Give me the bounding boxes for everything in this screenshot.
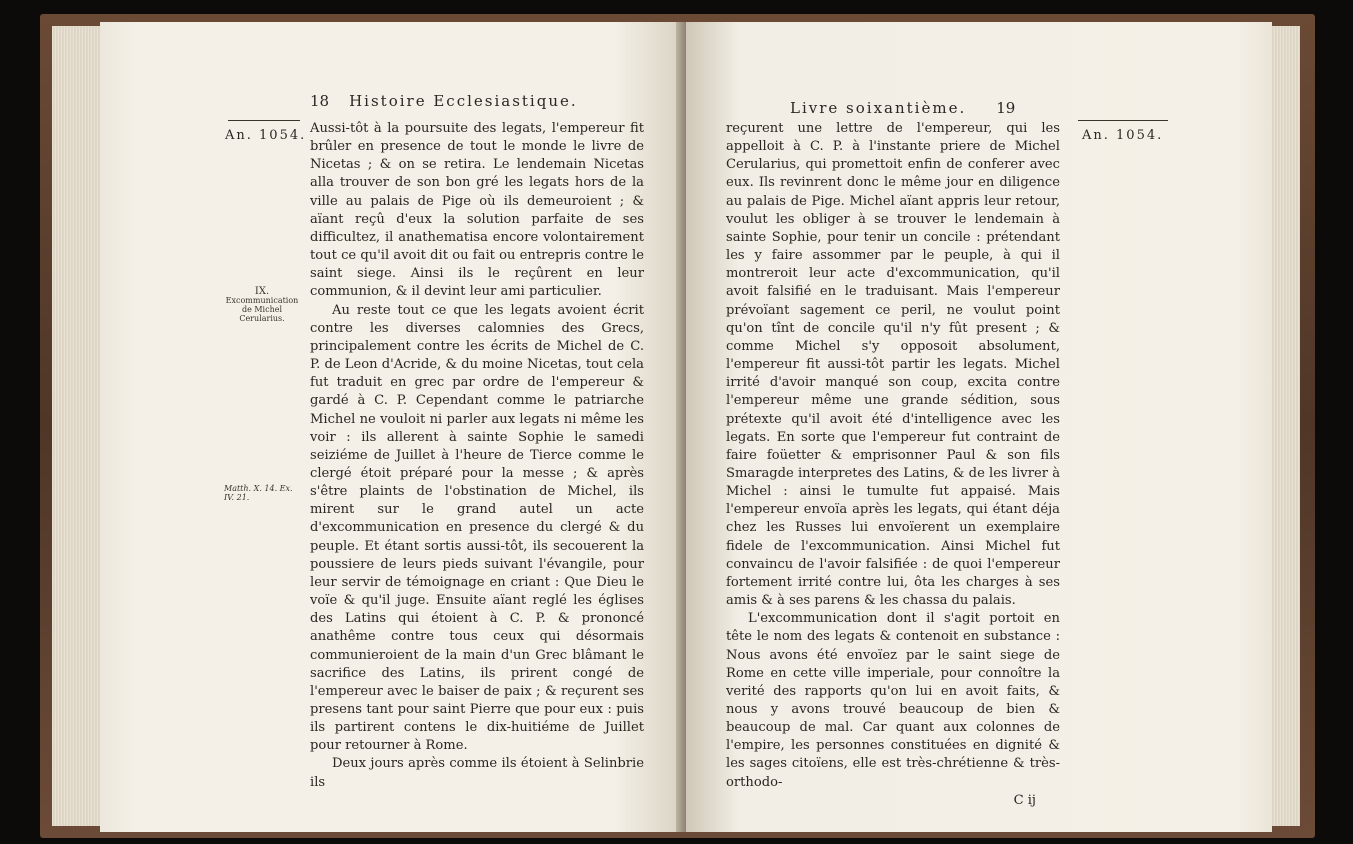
left-page-text	[310, 120, 644, 792]
paragraph: L'excommunication dont il s'agit portoit en tête le nom des legats & contenoit en substance : Nous avons été envoïez par le saint siege de Rome en cette ville imperiale, pour connoître la verité des rapports qu'on lui en avoit faits, & nous y avons trouvé beaucoup de bien & beaucoup de mal. Car quant aux colonnes de l'empire, les personnes constituées en dignité & les sages citoïens, elle est très-chrétienne & très-orthodo-	[726, 611, 1060, 790]
margin-rule-left	[228, 120, 300, 121]
right-page	[686, 22, 1272, 832]
right-page-text	[726, 120, 1060, 810]
section-note	[224, 287, 300, 323]
paragraph: Deux jours après comme ils étoient à Selinbrie ils	[310, 756, 644, 790]
left-year-note: An. 1054.	[225, 128, 307, 143]
section-numeral: IX.	[254, 286, 270, 297]
paragraph: Au reste tout ce que les legats avoient écrit contre les diverses calomnies des Grecs, principalement contre les écrits de Michel de C. P. de Leon d'Acride, & du moine Nicetas, tout cela fut traduit en grec par ordre de l'empereur & gardé à C. P. Cependant comme le patriarche Michel ne vouloit ni parler aux legats ni même les voir : ils allerent à sainte Sophie le samedi seiziéme de Juillet à l'heure de Tierce comme le clergé étoit préparé pour la messe ; & après s'être plaints de l'obstination de Michel, ils mirent sur le grand autel un acte d'excommunication en presence du clergé & du peuple. Et étant sortis aussi-tôt, ils secouerent la poussiere de leurs pieds suivant l'évangile, pour leur servir de témoignage en criant : Que Dieu le voïe & qu'il juge. Ensuite aïant reglé les églises des Latins qui étoient à C. P. & prononcé anathême contre tous ceux qui désormais communieroient de la main d'un Grec blâmant le sacrifice des Latins, ils prirent congé de l'empereur avec le baiser de paix ; & reçurent ses presens tant pour saint Pierre que pour eux : puis ils partirent contens le dix-huitiéme de Juillet pour retourner à Rome.	[310, 302, 644, 754]
left-page-number: 18	[310, 92, 330, 110]
left-running-head	[310, 92, 578, 110]
right-running-title: Livre soixantième.	[790, 99, 967, 117]
left-page	[100, 22, 684, 832]
right-running-head	[790, 99, 1015, 117]
right-year-note: An. 1054.	[1082, 128, 1164, 143]
paragraph: reçurent une lettre de l'empereur, qui les appelloit à C. P. à l'instante priere de Michel Cerularius, qui promettoit enfin de conferer avec eux. Ils revinrent donc le même jour en diligence au palais de Pige. Michel aïant appris leur retour, voulut les obliger à se trouver le lendemain à sainte Sophie, pour tenir un concile : prétendant les y faire assommer par le peuple, à qui il montreroit leur acte d'excommunication, qu'il avoit falsifié en le traduisant. Mais l'empereur prévoïant sagement ce peril, ne voulut point qu'on tînt de concile qu'il n'y fût present ; & comme Michel s'y opposoit absolument, l'empereur fit aussi-tôt partir les legats. Michel irrité d'avoir manqué son coup, excita contre l'empereur même une grande sédition, sous prétexte qu'il avoit été d'intelligence avec les legats. En sorte que l'empereur fut contraint de faire foüetter & emprisonner Paul & son fils Smaragde interpretes des Latins, & de les livrer à Michel : ainsi le tumulte fut appaisé. Mais l'empereur envoïa après les legats, qui étant déja chez les Russes lui envoïerent un exemplaire fidele de l'excommunication. Ainsi Michel fut convaincu de l'avoir falsifiée : de quoi l'empereur fortement irrité contre lui, ôta les charges à ses amis & à ses parens & les chassa du palais.	[726, 121, 1060, 609]
margin-rule-right	[1078, 120, 1168, 121]
section-title: Excommunication de Michel Cerularius.	[225, 296, 299, 323]
left-running-title: Histoire Ecclesiastique.	[349, 92, 578, 110]
paragraph: Aussi-tôt à la poursuite des legats, l'empereur fit brûler en presence de tout le monde le livre de Nicetas ; & on se retira. Le lendemain Nicetas alla trouver de son bon gré les legats hors de la ville au palais de Pige où ils demeuroient ; & aïant reçû d'eux la solution parfaite de ses difficultez, il anathematisa encore volontairement tout ce qu'il avoit dit ou fait ou entrepris contre le saint siege. Ainsi ils le reçûrent en leur communion, & il devint leur ami particulier.	[310, 121, 644, 300]
signature-mark: C ij	[1013, 792, 1036, 808]
scripture-citation: Matth. X. 14. Ex. IV. 21.	[224, 484, 293, 502]
right-page-number: 19	[996, 99, 1016, 117]
